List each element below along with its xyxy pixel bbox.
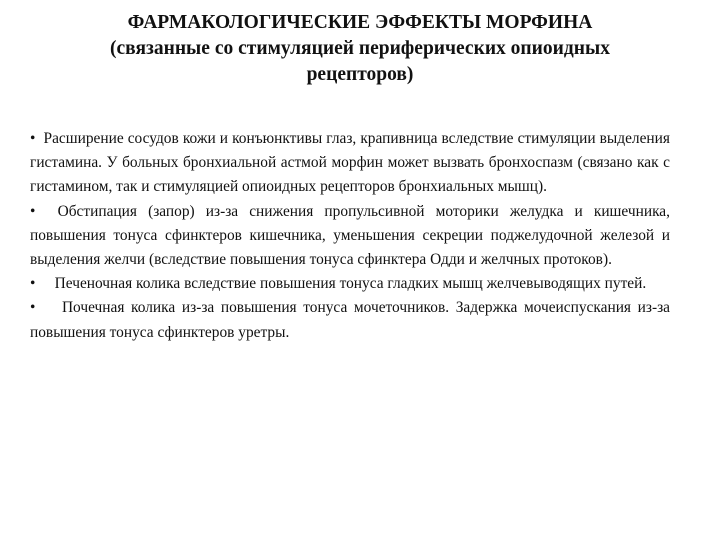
bullet-item-3 [30, 272, 670, 296]
bullet-item-2 [30, 200, 670, 273]
slide-title [20, 10, 700, 88]
bullet-list [30, 127, 670, 345]
title-line-2: (связанные со стимуляцией периферических опиоидных [110, 38, 610, 59]
bullet-text-4: Почечная колика из-за повышения тонуса мочеточников. Задержка мочеиспускания из-за повышения тонуса сфинктеров уретры. [30, 299, 670, 341]
bullet-text-3: Печеночная колика вследствие повышения тонуса гладких мышц желчевыводящих путей. [54, 275, 647, 293]
bullet-marker: • [30, 202, 36, 220]
title-line-1: ФАРМАКОЛОГИЧЕСКИЕ ЭФФЕКТЫ МОРФИНА [127, 12, 593, 33]
bullet-marker: • [30, 130, 36, 147]
bullet-text-1: Расширение сосудов кожи и конъюнктивы глаз, крапивница вследствие стимуляции выделения гистамина. У больных бронхиальной астмой морфин может вызвать бронхоспазм (связано как с гистамином, так и стимуляцией опиоидных рецепторов бронхиальных мышц). [30, 130, 670, 196]
bullet-marker: • [30, 275, 36, 293]
bullet-text-2: Обстипация (запор) из-за снижения пропульсивной моторики желудка и кишечника, повышения тонуса сфинктеров кишечника, уменьшения секреции поджелудочной железой и выделения желчи (вследствие повышения тонуса сфинктера Одди и желчных протоков). [30, 202, 670, 269]
title-line-3: рецепторов) [306, 64, 414, 85]
bullet-marker: • [30, 299, 36, 317]
bullet-item-4 [30, 296, 670, 344]
bullet-item-1 [30, 127, 670, 200]
